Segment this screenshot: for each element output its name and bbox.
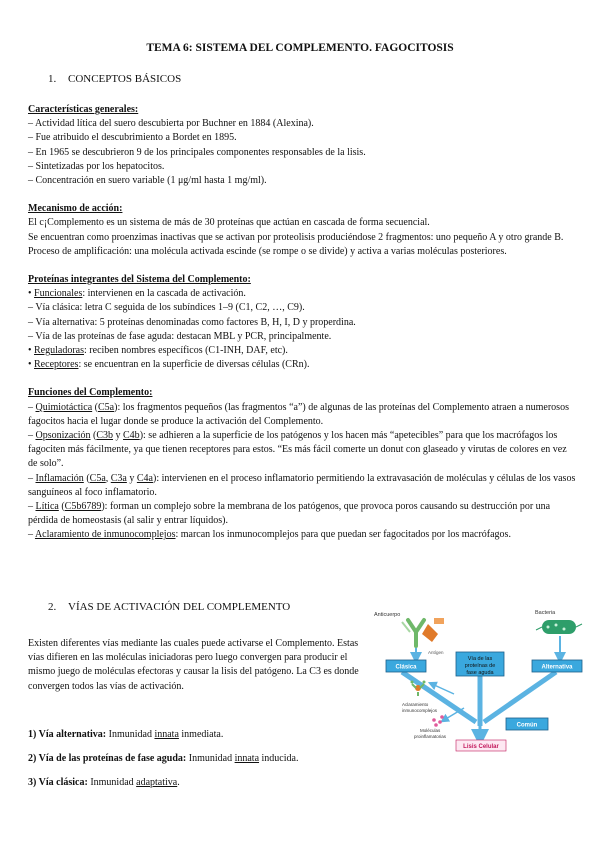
funcion-aclaramiento xyxy=(28,528,576,542)
c3b-term: C3b xyxy=(96,430,114,442)
clasica-label: Clásica xyxy=(395,664,417,671)
aclaramiento-label-2: inmunocomplejos xyxy=(402,708,438,713)
via-text: inmediata. xyxy=(178,728,224,740)
pathways-svg xyxy=(372,604,586,752)
section-1-title: CONCEPTOS BÁSICOS xyxy=(68,73,182,85)
dash: – xyxy=(28,430,36,442)
funcion-quimiotactica xyxy=(28,401,576,429)
caracteristicas-item: – Sintetizadas por los hepatocitos. xyxy=(28,160,165,172)
c5b6789-term: C5b6789 xyxy=(64,501,102,513)
dash: – xyxy=(28,472,36,484)
funcion-inflamacion xyxy=(28,472,576,500)
opsonizacion-term: Opsonización xyxy=(35,430,91,442)
and: y xyxy=(126,472,137,484)
alternativa-box xyxy=(532,660,582,672)
c4a-term: C4a xyxy=(136,472,153,484)
bacteria-label: Bacteria xyxy=(535,610,556,616)
section-2-title: VÍAS DE ACTIVACIÓN DEL COMPLEMENTO xyxy=(68,601,291,613)
quimiotactica-term: Quimiotáctica xyxy=(35,401,93,413)
proteinas-receptores xyxy=(28,358,576,372)
via-text: . xyxy=(177,777,180,789)
via-term: adaptativa xyxy=(136,777,178,789)
mecanismo-paragraph: Se encuentran como proenzimas inactivas que se activan por proteolisis produciéndose 2 fragmentos: uno pequeño A y otro grande B. xyxy=(28,231,564,243)
inflamacion-term: Inflamación xyxy=(35,472,84,484)
moleculas-icon xyxy=(432,715,444,727)
c3a-term: C3a xyxy=(110,472,127,484)
proteinas-item: – Vía alternativa: 5 proteínas denominadas como factores B, H, I, D y properdina. xyxy=(28,316,356,328)
receptores-term: Receptores xyxy=(34,359,79,371)
funciones-heading: Funciones del Complemento: xyxy=(28,387,153,399)
fase-aguda-label-1: Vía de las xyxy=(467,656,493,662)
section-1-number: 1. xyxy=(48,73,57,85)
aclaramiento-term: Aclaramiento de inmunocomplejos xyxy=(34,529,176,541)
via-label: 3) Vía clásica: xyxy=(28,777,88,789)
bullet: • xyxy=(28,359,35,371)
aclaramiento-label-1: Aclaramiento xyxy=(402,702,429,707)
via-label: 1) Vía alternativa: xyxy=(28,728,107,740)
section-1-heading xyxy=(48,73,181,85)
funcionales-text: : intervienen en la cascada de activación. xyxy=(82,288,246,300)
quimiotactica-text: ): los fragmentos pequeños (las fragmentos “a”) de algunas de las proteínas del Complemento atraen a numerosos fagocitos hacia el lugar donde se produce la activación del Complemento. xyxy=(28,401,569,427)
bullet: • xyxy=(28,288,35,300)
dash: – xyxy=(28,529,35,541)
anticuerpo-label: Anticuerpo xyxy=(374,612,401,618)
funcion-opsonizacion xyxy=(28,429,576,472)
bacteria-icon xyxy=(536,620,582,634)
via-label: 2) Vía de las proteínas de fase aguda: xyxy=(28,753,187,765)
via-term: innata xyxy=(234,753,260,765)
via-text: Inmunidad xyxy=(106,728,155,740)
dash: – xyxy=(28,401,36,413)
funcion-litica xyxy=(28,500,576,528)
moleculas-label-1: Moléculas xyxy=(420,728,441,733)
section-2-intro: Existen diferentes vías mediante las cuales puede activarse el Complemento. Estas vías difieren en las moléculas iniciadoras pero luego convergen para producir el mismo juego de moléculas efectoras y causar la lisis del patógeno. La C3 es donde convergen todos las vías de activación. xyxy=(28,638,359,692)
proteinas-reguladoras xyxy=(28,344,576,358)
via-term: innata xyxy=(154,728,179,740)
antigen-label: Antígen xyxy=(428,650,444,655)
caracteristicas-item: – En 1965 se descubrieron 9 de los principales componentes responsables de la lisis. xyxy=(28,146,366,158)
fase-aguda-box xyxy=(456,652,504,676)
paren: ( xyxy=(90,430,97,442)
fase-aguda-label-2: proteínas de xyxy=(464,663,496,669)
caracteristicas-item: – Fue atribuido el descubrimiento a Bordet en 1895. xyxy=(28,132,237,144)
mecanismo-paragraph: Proceso de amplificación: una molécula activada escinde (se rompe o se divide) y activa a varias moléculas posteriores. xyxy=(28,245,507,257)
paren: ( xyxy=(83,472,90,484)
c5a-term: C5a xyxy=(89,472,106,484)
section-2-body xyxy=(28,627,373,800)
alternativa-label: Alternativa xyxy=(541,664,573,671)
via-text: Inmunidad xyxy=(186,753,235,765)
caracteristicas-heading: Características generales: xyxy=(28,104,139,115)
aclaramiento-text: : marcan los inmunocomplejos para que puedan ser fagocitados por los macrófagos. xyxy=(175,529,511,541)
complement-pathways-diagram xyxy=(372,604,586,752)
via-text: Inmunidad xyxy=(87,777,137,789)
comun-box xyxy=(506,718,548,730)
comun-label: Común xyxy=(516,722,538,729)
mecanismo-heading: Mecanismo de acción: xyxy=(28,203,123,215)
lisis-label: Lisis Celular xyxy=(463,744,499,750)
section-2-number: 2. xyxy=(48,601,57,613)
clasica-box xyxy=(386,660,426,672)
comma: , xyxy=(105,472,111,484)
via-clasica xyxy=(28,776,373,790)
c4b-term: C4b xyxy=(123,430,140,442)
proteinas-item: – Vía clásica: letra C seguida de los subíndices 1–9 (C1, C2, …, C9). xyxy=(28,302,305,314)
bullet: • xyxy=(28,345,35,357)
litica-term: Lítica xyxy=(35,501,59,513)
antibody-icon xyxy=(402,620,424,646)
inflamacion-text: ): intervienen en el proceso inflamatorio permitiendo la extravasación de moléculas y células de los vasos sanguíneos al foco inflamatorio. xyxy=(28,472,576,498)
lisis-box xyxy=(456,740,506,751)
caracteristicas-item: – Actividad lítica del suero descubierta por Buchner en 1884 (Alexina). xyxy=(28,118,314,130)
and: y xyxy=(113,430,124,442)
proteinas-item: – Vía de las proteínas de fase aguda: destacan MBL y PCR, principalmente. xyxy=(28,330,332,342)
via-alternativa xyxy=(28,728,373,742)
reguladoras-text: : reciben nombres específicos (C1-INH, DAF, etc). xyxy=(84,345,288,357)
via-fase-aguda xyxy=(28,752,373,766)
reguladoras-term: Reguladoras xyxy=(34,345,85,357)
opsonizacion-text: ): se adhieren a la superficie de los patógenos y los hacen más “apetecibles” para que los macrófagos los fagociten más fácilmente, ya que tienen receptores para estos. “Es más fácil comerte un donut con glaseado y virutas de colores en vez de solo”. xyxy=(28,430,567,470)
funcionales-term: Funcionales xyxy=(34,288,83,300)
fase-aguda-label-3: fase aguda xyxy=(466,670,494,676)
caracteristicas-item: – Concentración en suero variable (1 μg/ml hasta 1 mg/ml). xyxy=(28,175,267,187)
moleculas-label-2: proinflamatorias xyxy=(414,734,447,739)
c5a-term: C5a xyxy=(98,401,115,413)
receptores-text: : se encuentran en la superficie de diversas células (CRn). xyxy=(78,359,310,371)
litica-text: ): forman un complejo sobre la membrana de los patógenos, que provoca poros causando su destrucción por una pérdida de homeostasis (al salir y entrar líquidos). xyxy=(28,501,551,527)
section-2-heading xyxy=(48,601,290,613)
mecanismo-paragraph: El c¡Complemento es un sistema de más de 30 proteínas que actúan en cascada de forma secuencial. xyxy=(28,217,430,229)
paren: ( xyxy=(58,501,65,513)
paren: ( xyxy=(92,401,98,413)
section-1-body xyxy=(28,103,576,543)
proteinas-funcionales xyxy=(28,287,576,301)
document-title: TEMA 6: SISTEMA DEL COMPLEMENTO. FAGOCITOSIS xyxy=(146,42,454,54)
via-text: inducida. xyxy=(259,753,299,765)
dash: – xyxy=(28,501,36,513)
proteinas-heading: Proteínas integrantes del Sistema del Complemento: xyxy=(28,274,251,286)
